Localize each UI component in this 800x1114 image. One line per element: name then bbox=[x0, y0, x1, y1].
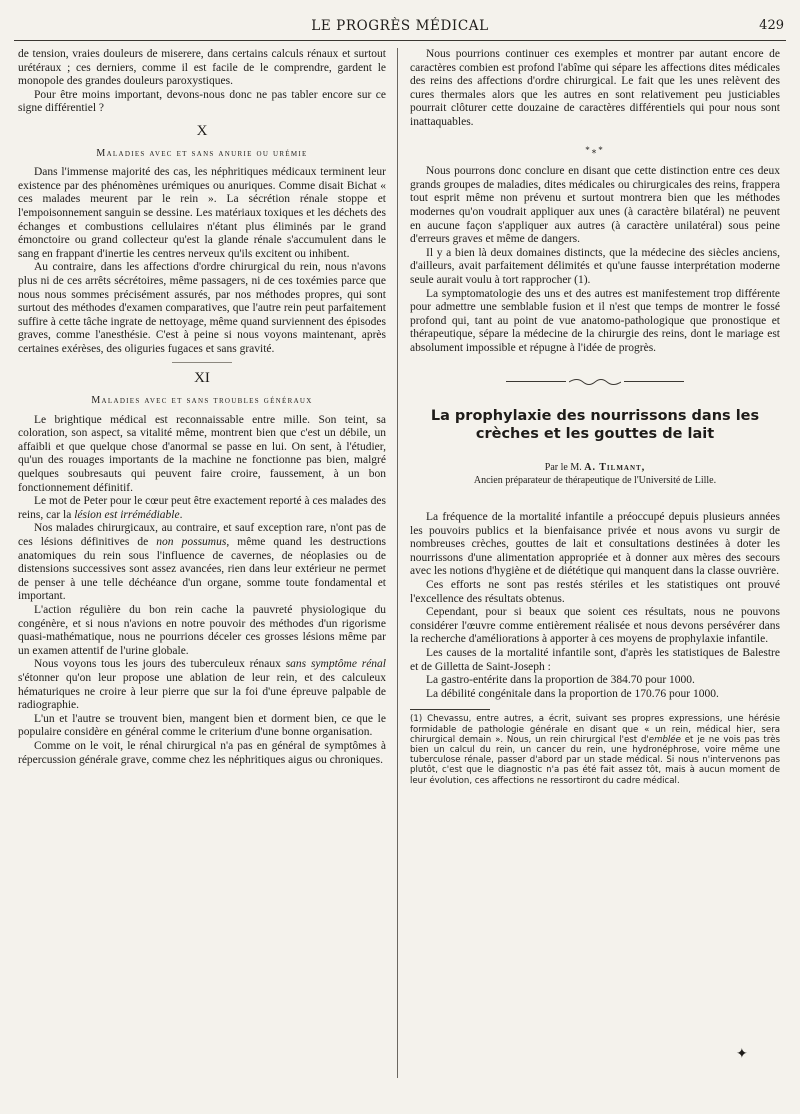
text: et je ne vois pas très bien un calcul du rein, un cancer du rein, une hydronéphrose, voire même une tuberculose rénale, passer d'abord par un stade médical. Si nous n'intervenons pas plutôt, c'est que le diagnostic n'a pas été fait assez tôt, mais à aucun moment de leur évolution, ces affections ne ressortiront du cadre médical. bbox=[410, 734, 780, 786]
section-title: Maladies avec et sans troubles généraux bbox=[91, 395, 313, 407]
author-name: A. Tilmant, bbox=[584, 462, 646, 474]
asterism: *⁎* bbox=[585, 144, 605, 155]
text: Nos malades chirurgicaux, au contraire, et sauf exception rare, n'ont pas de ces lésions définitives de bbox=[18, 522, 386, 548]
byline bbox=[410, 461, 780, 487]
right-column bbox=[410, 48, 780, 786]
paragraph: Au contraire, dans les affections d'ordre chirurgical du rein, nous n'avons plus ni de ces arrêts sécrétoires, même passagers, ni de ces toxémies parce que nous nous sommes précisément assurés, par nos méthodes propres, qui sont surtout des méthodes d'examen comparatives, que l'autre rein peut parfaitement suffire à cette tâche ingrate de nettoyage, même quand surviennent des épisodes graves, comme l'anesthésie. C'est à peine si nous voyons maintenant, après certaines exérèses, des oliguries fugaces et sans gravité. bbox=[18, 261, 386, 355]
text: (1) Chevassu, entre autres, a écrit, suivant ses propres expressions, une hérésie formidable de pathologie générale en disant que « un rein, médical hier, sera chirurgical demain ». Nous, un rein chirurgical l'est d' bbox=[410, 714, 780, 745]
section-number: XI bbox=[194, 370, 210, 387]
page-header bbox=[14, 14, 786, 41]
section-title: Maladies avec et sans anurie ou urémie bbox=[96, 147, 308, 159]
author-line bbox=[410, 461, 780, 474]
paragraph: Comme on le voit, le rénal chirurgical n'a pas en général de symptômes à répercussion générale grave, comme chez les néphritiques aigus ou chroniques. bbox=[18, 739, 386, 766]
page-number: 429 bbox=[759, 18, 784, 33]
paragraph: de tension, vraies douleurs de miserere, dans certains calculs rénaux et surtout urétéraux ; ces derniers, comme il est facile de le comprendre, gardent le monopole des grandes douleurs paroxystiques. bbox=[18, 48, 386, 88]
italic-text: lésion est irrémédiable bbox=[74, 508, 180, 521]
paragraph: Nous pourrions continuer ces exemples et montrer par autant encore de caractères combien est profond l'abîme qui sépare les affections dites médicales des reins des affections d'ordre chirurgical. Le fait que les unes relèvent des cures thermales alors que les autres en sont relativement peu justiciables pourrait clôturer cette douzaine de caractères différentiels qui pour nous sont inattaquables. bbox=[410, 48, 780, 128]
byline-prefix: Par le M. bbox=[544, 462, 585, 474]
paragraph: La symptomatologie des uns et des autres est manifestement trop différente pour admettre une semblable fusion et il n'est que temps de montrer le fossé profond qui, tant au point de vue anatomo-pathologique que pronostique et thérapeutique, sépare la médecine de la chirurgie des reins, dont le mariage est absolument impossible et répugne à l'idée de progrès. bbox=[410, 287, 780, 354]
paragraph: Pour être moins important, devons-nous donc ne pas tabler encore sur ce signe différentiel ? bbox=[18, 88, 386, 115]
paragraph bbox=[18, 658, 386, 712]
italic-text: sans symptôme rénal bbox=[285, 658, 387, 671]
column-divider bbox=[397, 48, 398, 1078]
paragraph: Nous pourrons donc conclure en disant que cette distinction entre ces deux grands groupes de maladies, dites médicales ou chirurgicales des reins, frappera tout esprit même non prévenu et surtout montrera bien que les méthodes modernes qu'on voudrait appliquer aux unes (à caractère bilatéral) ne peuvent en aucune façon s'appliquer aux autres (à caractère unilatéral) sous peine d'erreurs graves et même de dangers. bbox=[410, 165, 780, 246]
paragraph bbox=[18, 495, 386, 522]
footnote-rule bbox=[410, 709, 490, 710]
paragraph: Il y a bien là deux domaines distincts, que la médecine des siècles anciens, d'ailleurs, avait parfaitement délimités et qu'une fausse interprétation moderne seule aurait voulu à tort rapprocher (1). bbox=[410, 246, 780, 286]
paragraph bbox=[18, 522, 386, 604]
paragraph: L'action régulière du bon rein cache la pauvreté physiologique du congénère, et si nous n'avions en notre pouvoir des méthodes d'un rigorisme quasi-mathématique, nous ne pourrions déceler ces grosses lésions même par un examen attentif de l'urine globale. bbox=[18, 603, 386, 657]
paragraph: Ces efforts ne sont pas restés stériles et les statistiques ont prouvé l'excellence des résultats obtenus. bbox=[410, 579, 780, 605]
paragraph: Le brightique médical est reconnaissable entre mille. Son teint, sa coloration, son aspect, sa vitalité même, montrent bien que c'est un débile, un affaibli et que quelque chose d'anormal se passe en lui. On sent, à l'étudier, qu'un des rouages importants de la machine ne fonctionne pas bien, malgré quelques soubresauts qui peuvent faire croire, faussement, à un bon fonctionnement définitif. bbox=[18, 413, 386, 494]
footnote bbox=[410, 714, 780, 785]
text: Le mot de Peter pour le cœur peut être exactement reporté à ces malades des reins, car la bbox=[18, 495, 386, 521]
paragraph: Cependant, pour si beaux que soient ces résultats, nous ne pouvons considérer l'œuvre comme entièrement réalisée et nous devons persévérer dans la recherche d'améliorations à apporter à ces moyens de prophylaxie infantile. bbox=[410, 606, 780, 646]
italic-text: non possumus bbox=[156, 536, 227, 548]
italic-text: emblée bbox=[648, 734, 681, 745]
paragraph: Dans l'immense majorité des cas, les néphritiques médicaux terminent leur existence par des phénomènes urémiques ou anuriques. Comme disait Bichat « ces malades meurent par le rein ». La sécrétion rénale stoppe et l'empoisonnement sanguin se dessine. Les matériaux toxiques et les déchets des échanges et combustions cellulaires n'étant plus éliminés par le grand émonctoire ou grand collecteur qu'est la glande rénale s'accumulent dans le sang en frappant d'inertie les centres nerveux qu'ils excitent ou inhibent. bbox=[18, 166, 386, 260]
rule-line bbox=[506, 381, 566, 382]
section-separator bbox=[172, 362, 232, 363]
text: . bbox=[179, 508, 183, 521]
section-number: X bbox=[196, 122, 208, 139]
paragraph: La débilité congénitale dans la proportion de 170.76 pour 1000. bbox=[426, 687, 719, 700]
text: s'étonner qu'on leur propose une ablation de leur rein, et des calculeux hématuriques ne croire à leur pierre que sur la foi d'une épreuve palpable de radiographie. bbox=[18, 671, 386, 712]
rule-line bbox=[624, 381, 684, 382]
article-title: La prophylaxie des nourrissons dans les crèches et les gouttes de lait bbox=[430, 408, 760, 443]
paragraph: L'un et l'autre se trouvent bien, mangent bien et dorment bien, ce que le populaire considère en général comme le criterium d'une bonne organisation. bbox=[18, 712, 386, 739]
paragraph: Les causes de la mortalité infantile sont, d'après les statistiques de Balestre et de Gilletta de Saint-Joseph : bbox=[410, 647, 780, 673]
author-role: Ancien préparateur de thérapeutique de l'Université de Lille. bbox=[473, 475, 717, 487]
left-column bbox=[18, 48, 386, 767]
flourish-icon bbox=[569, 377, 621, 387]
paragraph: La fréquence de la mortalité infantile a préoccupé depuis plusieurs années les pouvoirs publics et la bienfaisance privée et nous avons vu surgir de nombreuses crèches, gouttes de lait et consultations destinées à doter les nourrissons d'une alimentation appropriée et à donner aux mères des secours avec les notions d'hygiène et de diététique qui manquent dans la classe ouvrière. bbox=[410, 511, 780, 578]
paragraph: La gastro-entérite dans la proportion de 384.70 pour 1000. bbox=[426, 674, 695, 687]
ornamental-rule bbox=[410, 375, 780, 389]
fleuron-icon: ✦ bbox=[736, 1046, 748, 1062]
text: , même quand les destructions anatomiques du rein sous l'influence de cavernes, de néoplasies ou de distensions successives sont assez avancées, rien dans leur extérieur ne permet de penser à une telle déchéance d'un organe, somme toute fondamental et important. bbox=[18, 536, 386, 603]
running-title: LE PROGRÈS MÉDICAL bbox=[311, 18, 489, 34]
text: Nous voyons tous les jours des tuberculeux rénaux bbox=[34, 658, 286, 671]
